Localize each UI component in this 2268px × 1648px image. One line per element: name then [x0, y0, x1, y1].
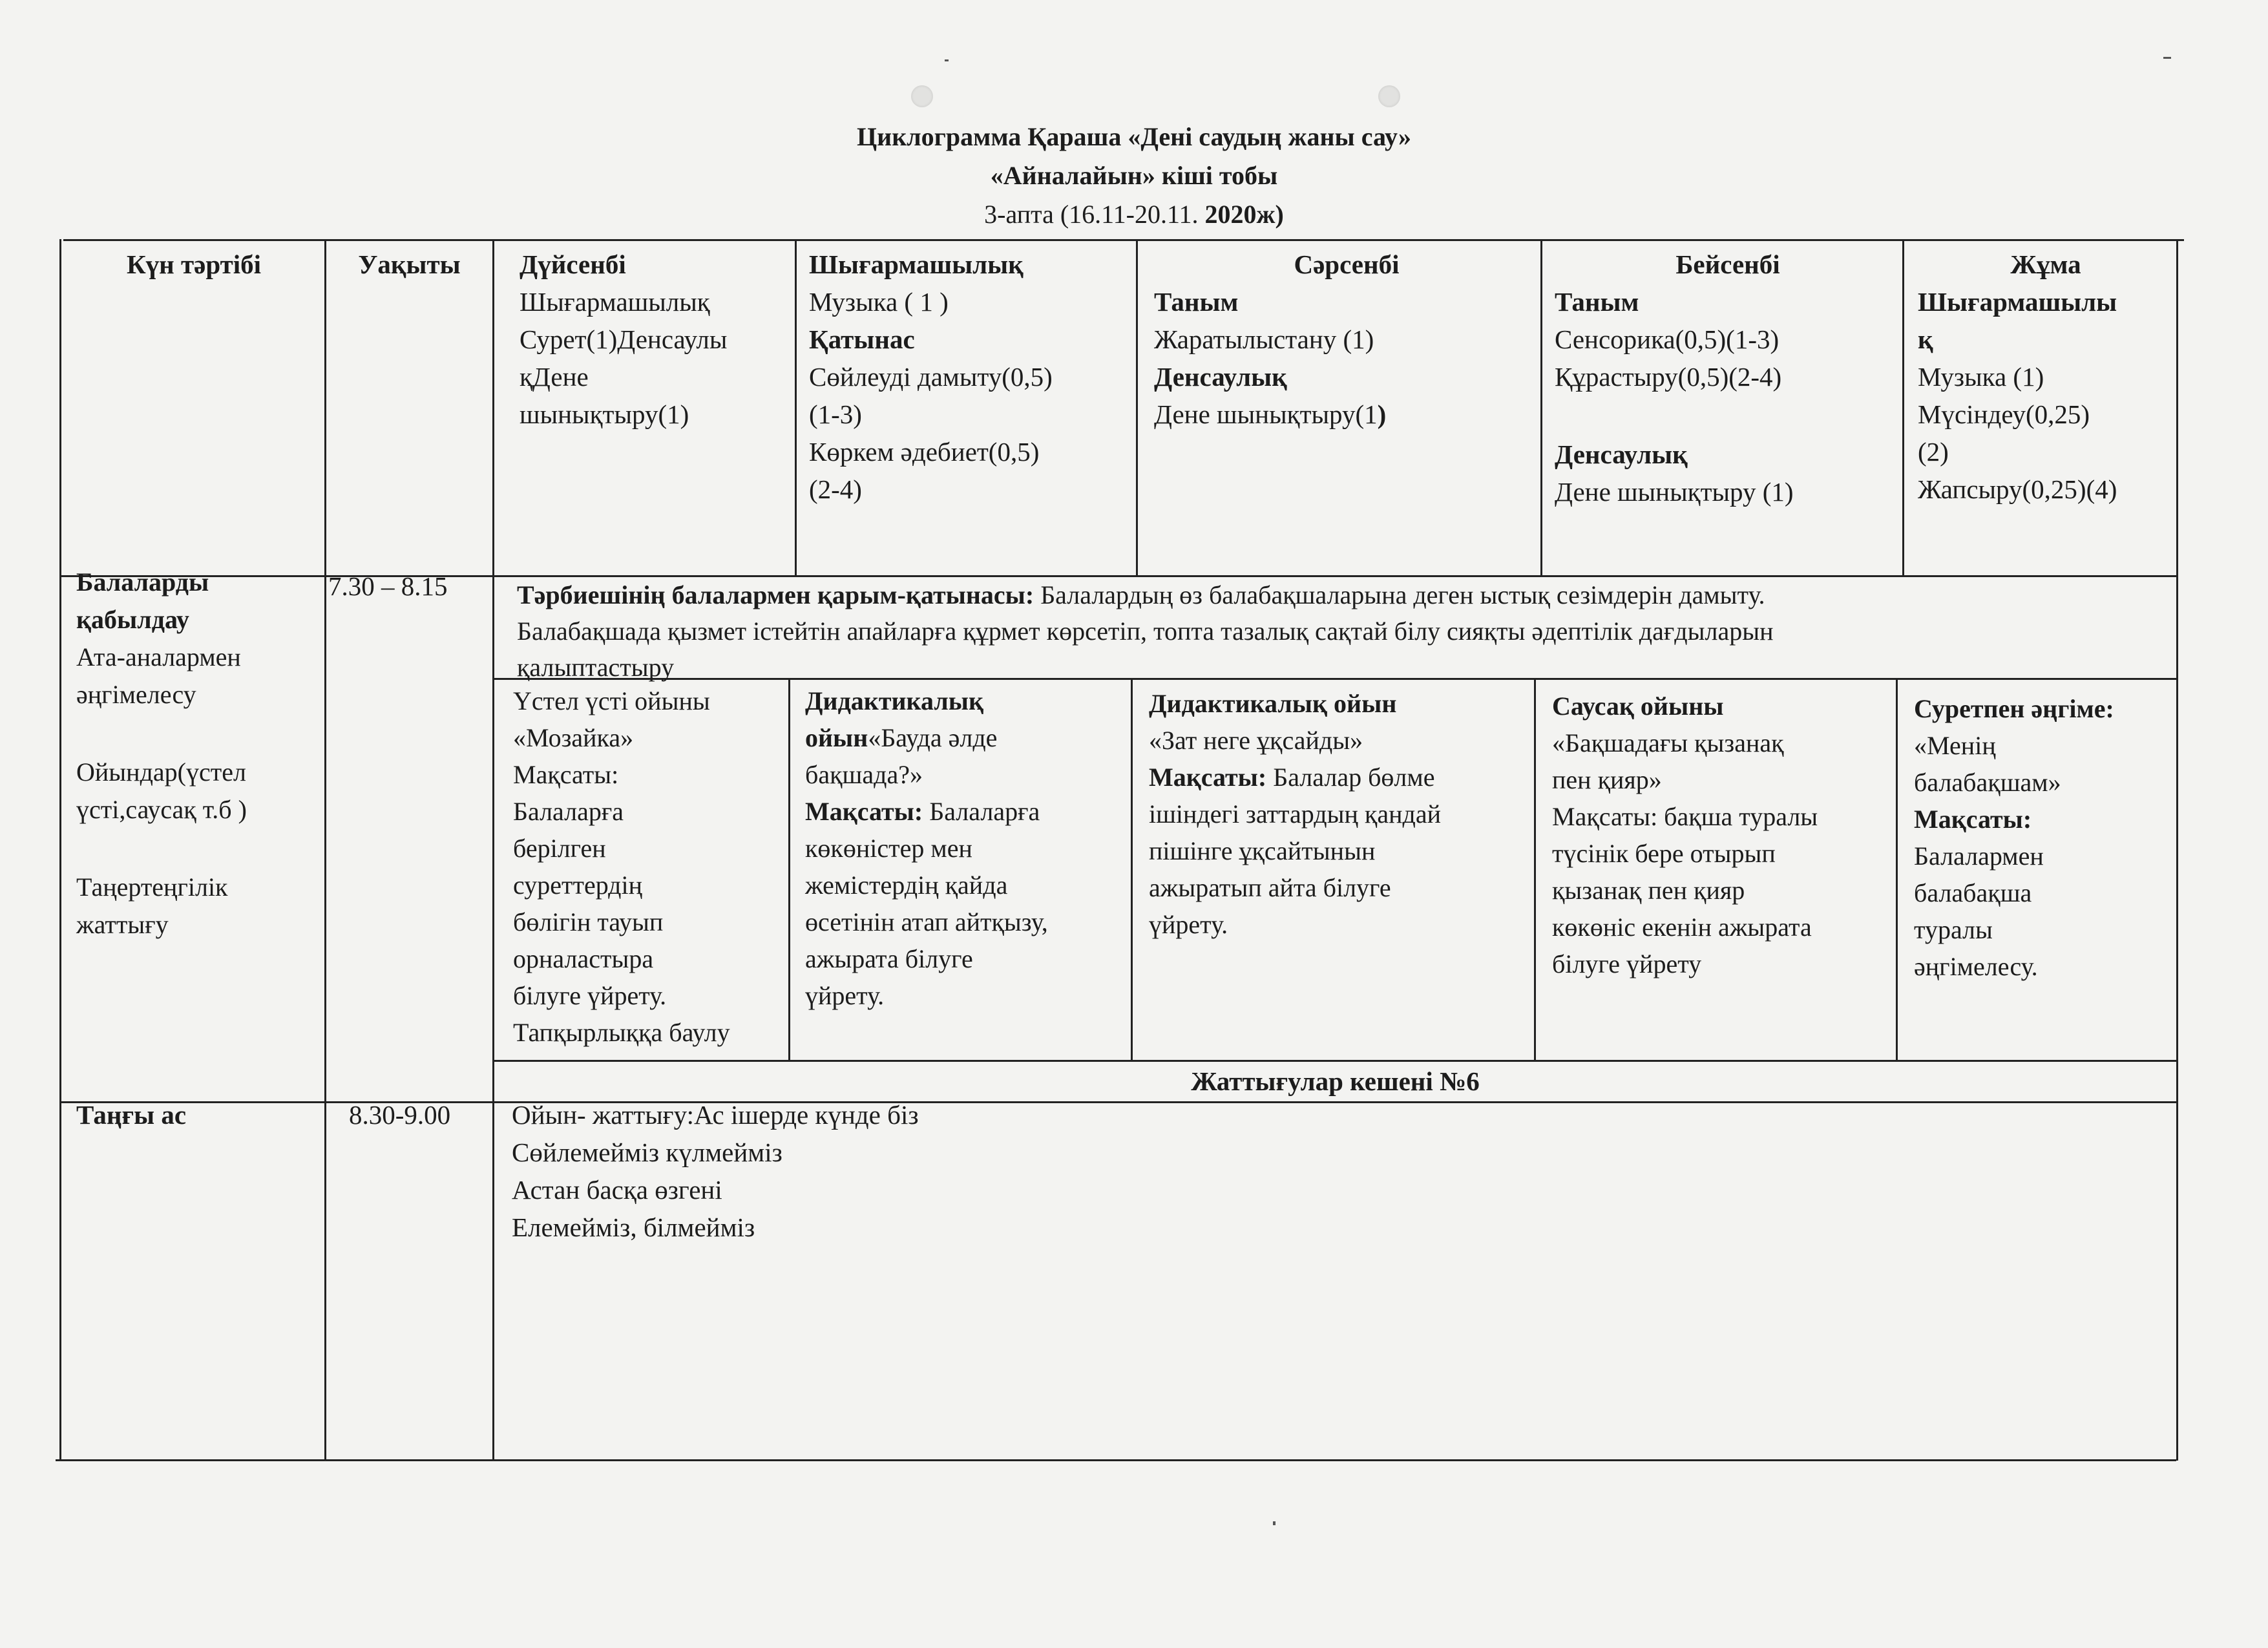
activity-wednesday: Дидактикалық ойын «Зат неге ұқсайды» Мақсаты: Балалар бөлме ішіндегі заттардың қандай пішінге ұқсайтынын ажыратып айта білуге үйрету.	[1149, 689, 1441, 939]
activity-tuesday: Дидактикалық ойын«Бауда әлде бақшада?» Мақсаты: Балаларға көкөністер мен жемістердің қайда өсетінін атап айтқызу, ажырата білуге үйрету.	[805, 686, 1048, 1010]
header-monday: Дүйсенбі Шығармашылық Сурет(1)Денсаулы қДене шынықтыру(1)	[520, 249, 728, 429]
col-divider-5-bottom	[1534, 678, 1536, 1060]
week-title: 3-апта (16.11-20.11. 2020ж)	[984, 200, 1284, 229]
header-wednesday: Сәрсенбі Таным Жаратылыстану (1) Денсаулық Дене шынықтыру(1)	[1154, 249, 1400, 429]
table-border-top	[63, 239, 2184, 241]
header-routine: Күн тәртібі	[126, 249, 262, 279]
group-title: «Айналайын» кіші тобы	[990, 161, 1278, 190]
col-divider-4-top	[1136, 239, 1138, 575]
col-divider-6-top	[1902, 239, 1904, 575]
document-title: Циклограмма Қараша «Дені саудың жаны сау»	[857, 122, 1411, 151]
activity-monday: Үстел үсті ойыны «Мозайка» Мақсаты: Балаларға берілген суреттердің бөлігін тауып орналастыра білуге үйрету. Тапқырлыққа баулу	[513, 686, 730, 1047]
table-border-left	[59, 239, 61, 1461]
header-thursday: Бейсенбі Таным Сенсорика(0,5)(1-3) Құрастыру(0,5)(2-4) Денсаулық Дене шынықтыру (1)	[1555, 249, 1794, 507]
breakfast-time: 8.30-9.00	[349, 1100, 451, 1130]
scan-speck	[945, 59, 949, 61]
col-divider-5-top	[1540, 239, 1542, 575]
activity-thursday: Саусақ ойыны «Бақшадағы қызанақ пен қияр» Мақсаты: бақша туралы түсінік бере отырып қызанақ пен қияр көкөніс екенін ажырата білуге үйрету	[1552, 692, 1818, 978]
header-tuesday: Шығармашылық Музыка ( 1 ) Қатынас Сөйлеуді дамыту(0,5) (1-3) Көркем әдебиет(0,5) (2-4)	[809, 249, 1053, 504]
punch-hole-left	[911, 85, 933, 107]
header-friday: Жұма Шығармашылы қ Музыка (1) Мүсіндеу(0,25) (2) Жапсыру(0,25)(4)	[1918, 249, 2117, 504]
col-divider-2	[492, 239, 494, 1461]
exercise-complex-label: Жаттығулар кешені №6	[1191, 1066, 1480, 1096]
table-border-bottom	[56, 1459, 2176, 1461]
routine-reception: Балаларды қабылдау Ата-аналармен әңгімелесу Ойындар(үстел үсті,саусақ т.б ) Таңертеңгілік жаттығу	[76, 567, 247, 939]
teacher-interaction-banner: Тәрбиешінің балалармен қарым-қатынасы: Балалардың өз балабақшаларына деген ыстық сезімдерін дамыту. Балабақшада қызмет істейтін апайларға құрмет көрсетіп, топта тазалық сақтай білу сияқты әдептілік дағдыларын қалыптастыру	[517, 580, 1774, 682]
breakfast-game-verse: Ойын- жаттығу:Ас ішерде күнде біз Сөйлемейміз күлмейміз Астан басқа өзгені Елемейміз, білмейміз	[512, 1100, 919, 1242]
routine-breakfast: Таңғы ас	[76, 1100, 187, 1130]
col-divider-1	[324, 239, 326, 1461]
header-time: Уақыты	[358, 249, 461, 279]
activity-friday: Суретпен әңгіме: «Менің балабақшам» Мақсаты: Балалармен балабақша туралы әңгімелесу.	[1914, 694, 2114, 981]
col-divider-3-bottom	[788, 678, 790, 1060]
col-divider-4-bottom	[1131, 678, 1133, 1060]
table-border-right	[2176, 239, 2178, 1461]
scan-speck	[2163, 57, 2171, 59]
col-divider-3-top	[795, 239, 797, 575]
reception-time: 7.30 – 8.15	[328, 571, 448, 601]
scan-speck	[1273, 1521, 1276, 1525]
col-divider-6-bottom	[1896, 678, 1898, 1060]
punch-hole-right	[1378, 85, 1400, 107]
